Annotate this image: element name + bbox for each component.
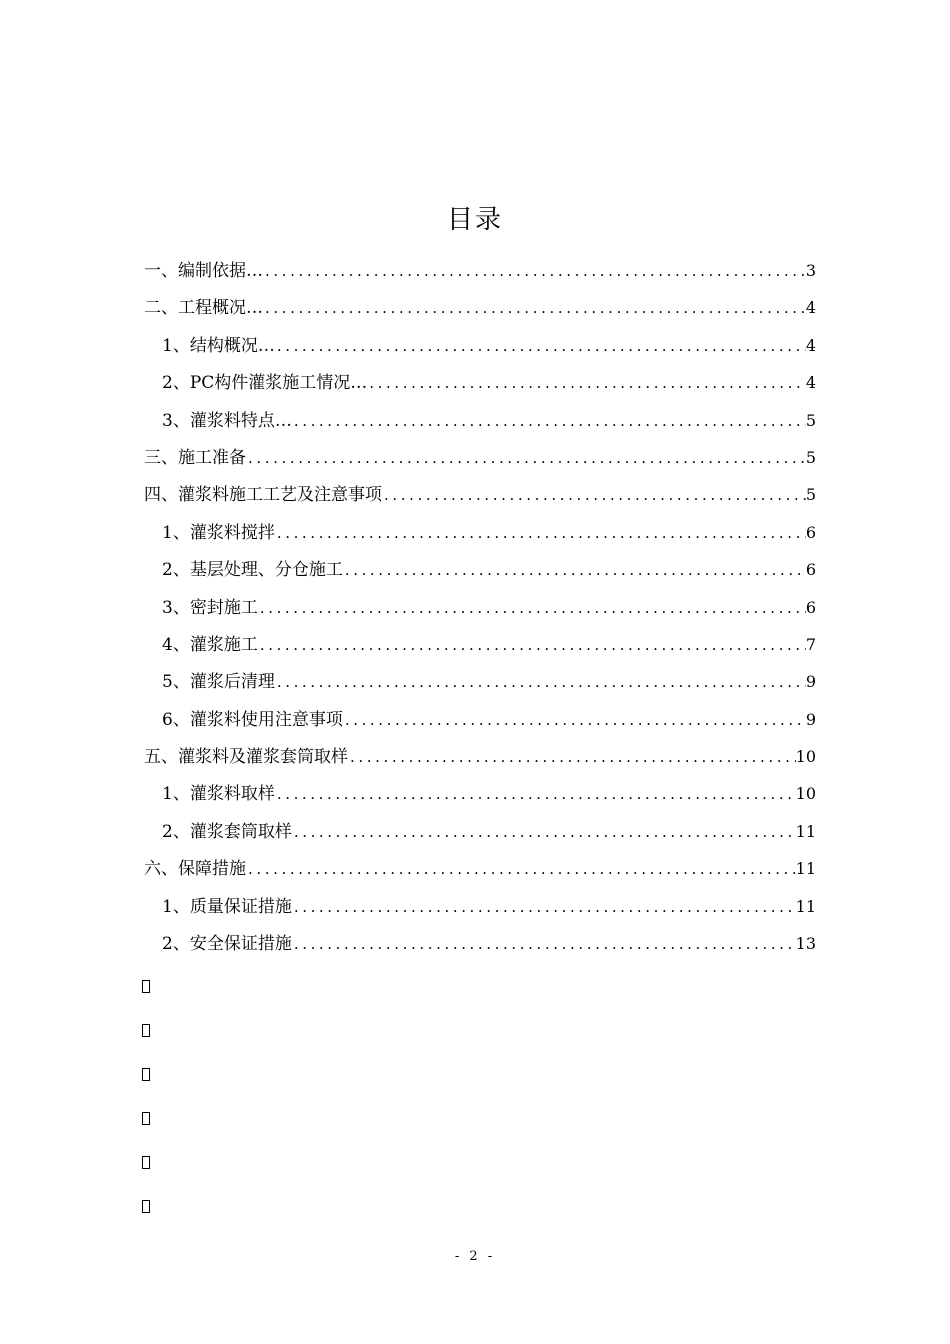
toc-leader-dots [382,477,806,513]
toc-entry-label: 3、灌浆料特点… [162,410,292,431]
toc-entry-page-number: 10 [795,747,816,767]
toc-entry-page-number: 6 [805,560,816,580]
toc-leader-dots [258,627,806,663]
toc-leader-dots [246,440,806,476]
toc-entry[interactable] [144,925,816,962]
toc-entry-page-number: 4 [805,298,816,318]
empty-paragraph-markers [142,980,150,1244]
toc-entry-page-number: 9 [805,672,816,692]
empty-paragraph-marker [142,1156,150,1169]
toc-entry-page-number: 7 [805,634,816,654]
toc-entry[interactable] [144,327,816,364]
toc-entry-label: 六、保障措施 [144,859,246,880]
toc-entry[interactable] [144,364,816,401]
toc-entry[interactable] [144,701,816,738]
toc-entry-label: 2、PC构件灌浆施工情况… [162,373,368,394]
page-number-footer: - 2 - [454,1249,496,1264]
toc-entry[interactable] [144,551,816,588]
toc-leader-dots [343,552,806,588]
toc-entry[interactable] [144,514,816,551]
toc-entry-label: 2、安全保证措施 [162,934,292,955]
toc-entry[interactable] [144,476,816,513]
toc-entry[interactable] [144,775,816,812]
toc-entry[interactable] [144,589,816,626]
toc-entry-page-number: 4 [805,373,816,393]
toc-entry-label: 三、施工准备 [144,447,246,468]
toc-leader-dots [275,776,796,812]
toc-leader-dots [263,290,806,326]
toc-entry-label: 4、灌浆施工 [162,634,258,655]
toc-entry-label: 1、质量保证措施 [162,896,292,917]
toc-entry-page-number: 3 [805,261,816,280]
empty-paragraph-marker [142,980,150,993]
toc-list [144,252,816,962]
toc-leader-dots [263,253,806,289]
toc-leader-dots [275,515,806,551]
toc-leader-dots [292,403,806,439]
toc-entry-page-number: 9 [805,709,816,729]
toc-leader-dots [367,365,806,401]
toc-leader-dots [275,328,806,364]
toc-entry-label: 1、灌浆料搅拌 [162,522,275,543]
toc-entry-page-number: 5 [805,447,816,467]
toc-entry-page-number: 11 [795,896,816,916]
toc-entry[interactable] [144,813,816,850]
toc-entry[interactable] [144,289,816,326]
empty-paragraph-marker [142,1112,150,1125]
toc-leader-dots [246,851,796,887]
toc-leader-dots [292,814,796,850]
toc-entry[interactable] [144,888,816,925]
toc-entry-label: 二、工程概况… [144,298,263,319]
toc-title: 目录 [446,205,503,235]
toc-leader-dots [348,739,796,775]
toc-entry[interactable] [144,850,816,887]
toc-entry-label: 2、灌浆套筒取样 [162,821,292,842]
toc-entry-page-number: 11 [795,859,816,879]
toc-entry-label: 1、结构概况… [162,335,275,356]
empty-paragraph-marker [142,1024,150,1037]
toc-entry-label: 5、灌浆后清理 [162,672,275,693]
toc-entry-label: 四、灌浆料施工工艺及注意事项 [144,485,382,506]
toc-entry[interactable] [144,402,816,439]
toc-entry-label: 一、编制依据… [144,261,263,281]
toc-entry-page-number: 4 [805,335,816,355]
toc-leader-dots [343,702,806,738]
toc-entry[interactable] [144,439,816,476]
toc-entry-label: 五、灌浆料及灌浆套筒取样 [144,747,348,768]
toc-entry[interactable] [144,738,816,775]
toc-entry-label: 1、灌浆料取样 [162,784,275,805]
toc-leader-dots [292,926,796,962]
empty-paragraph-marker [142,1200,150,1213]
toc-entry-label: 6、灌浆料使用注意事项 [162,709,343,730]
toc-leader-dots [275,664,806,700]
toc-entry-page-number: 5 [805,485,816,505]
toc-entry[interactable] [144,663,816,700]
toc-entry-page-number: 5 [805,410,816,430]
toc-entry-page-number: 6 [805,522,816,542]
toc-entry-page-number: 10 [795,784,816,804]
toc-entry-page-number: 11 [795,821,816,841]
toc-entry-page-number: 6 [805,597,816,617]
toc-entry[interactable] [144,252,816,289]
toc-entry-page-number: 13 [795,934,816,954]
toc-entry[interactable] [144,626,816,663]
toc-leader-dots [292,889,796,925]
empty-paragraph-marker [142,1068,150,1081]
toc-leader-dots [258,590,806,626]
toc-entry-label: 2、基层处理、分仓施工 [162,560,343,581]
toc-entry-label: 3、密封施工 [162,597,258,618]
